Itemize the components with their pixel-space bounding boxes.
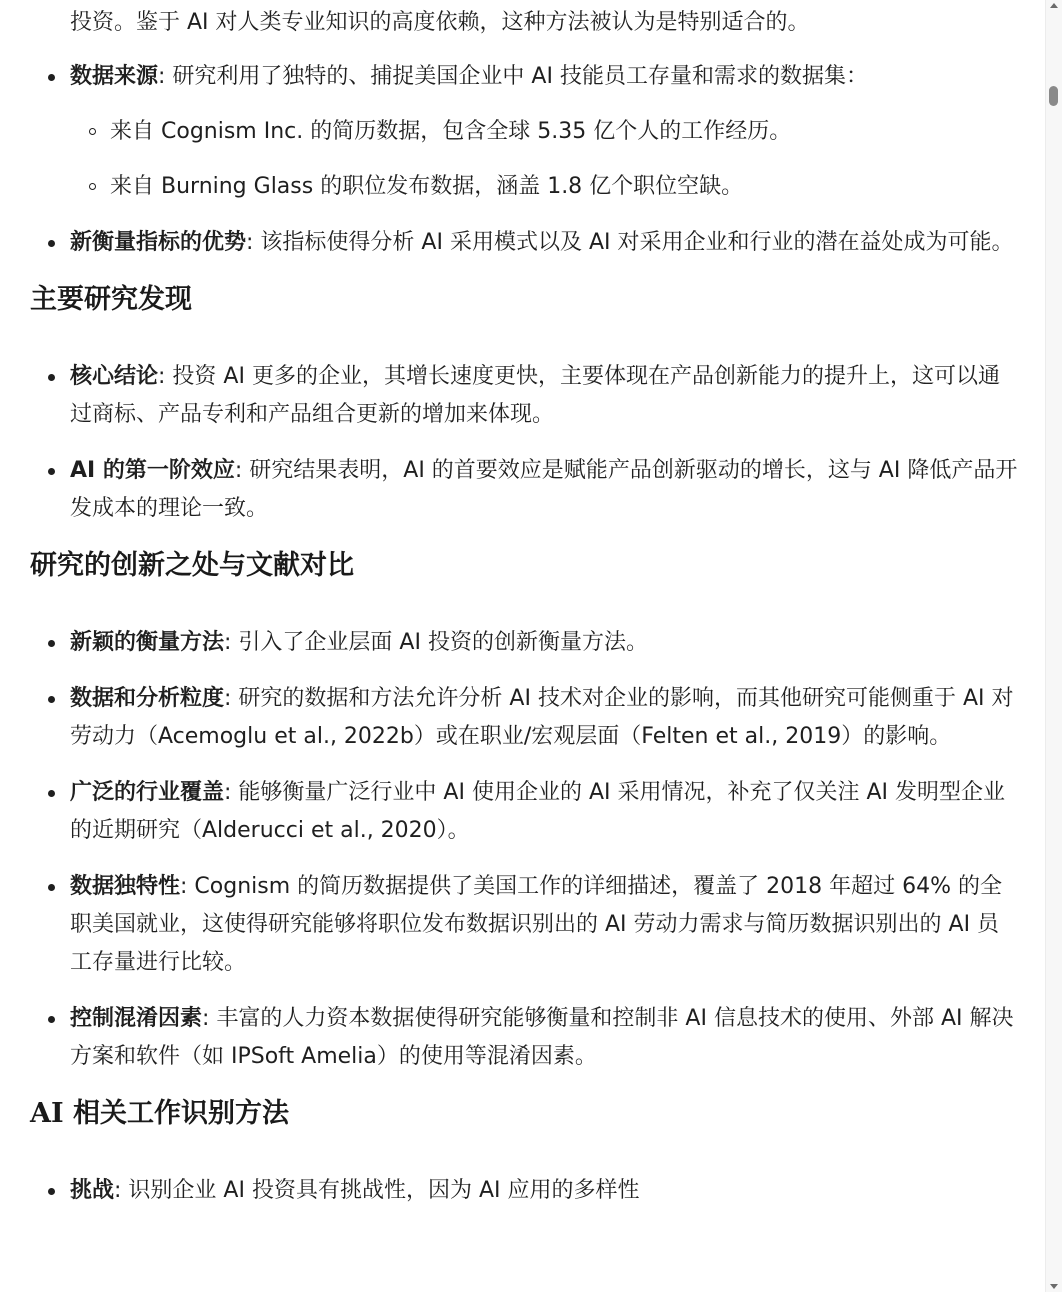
vertical-scrollbar[interactable] [1045, 0, 1062, 1292]
method-list [30, 58, 1020, 262]
list-item-granularity [70, 680, 1020, 756]
list-item-text: : 投资 AI 更多的企业，其增长速度更快，主要体现在产品创新能力的提升上，这可以通过商标、产品专利和产品组合更新的增加来体现。 [70, 364, 1000, 427]
list-item-text: : 该指标使得分析 AI 采用模式以及 AI 对采用企业和行业的潜在益处成为可能。 [246, 230, 1014, 255]
list-item-text: : 能够衡量广泛行业中 AI 使用企业的 AI 采用情况，补充了仅关注 AI 发明型企业的近期研究（Alderucci et al., 2020）。 [70, 780, 1005, 843]
list-item-term: 新颖的衡量方法 [70, 630, 225, 655]
list-item-term: 控制混淆因素 [70, 1006, 203, 1031]
list-item-text: : 识别企业 AI 投资具有挑战性，因为 AI 应用的多样性 [114, 1178, 640, 1203]
section-heading-innovation: 研究的创新之处与文献对比 [30, 550, 354, 581]
sub-item-cognism: 来自 Cognism Inc. 的简历数据，包含全球 5.35 亿个人的工作经历。 [110, 113, 1020, 151]
section-heading-findings: 主要研究发现 [30, 284, 192, 315]
list-item-text: : 丰富的人力资本数据使得研究能够衡量和控制非 AI 信息技术的使用、外部 AI 解决方案和软件（如 IPSoft Amelia）的使用等混淆因素。 [70, 1006, 1014, 1069]
list-item-data-source [70, 58, 1020, 206]
document-content [30, 4, 1020, 1228]
findings-list [30, 358, 1020, 528]
list-item-term: 数据独特性 [70, 874, 181, 899]
list-item-metric-advantage [70, 224, 1020, 262]
list-item-confounders [70, 1000, 1020, 1076]
list-item-industry-coverage [70, 774, 1020, 850]
list-item-term: 挑战 [70, 1178, 115, 1203]
list-item-first-order-effect [70, 452, 1020, 528]
list-item-text: : 研究结果表明，AI 的首要效应是赋能产品创新驱动的增长，这与 AI 降低产品开发成本的理论一致。 [70, 458, 1018, 521]
list-item-term: 数据和分析粒度 [70, 686, 225, 711]
sub-item-burning-glass: 来自 Burning Glass 的职位发布数据，涵盖 1.8 亿个职位空缺。 [110, 168, 1020, 206]
scrollbar-thumb[interactable] [1049, 86, 1058, 106]
list-item-text: : 研究的数据和方法允许分析 AI 技术对企业的影响，而其他研究可能侧重于 AI 对劳动力（Acemoglu et al., 2022b）或在职业/宏观层面（Felten et al., 2019）的影响。 [70, 686, 1014, 749]
list-item-novel-measure [70, 624, 1020, 662]
intro-paragraph-tail: 投资。鉴于 AI 对人类专业知识的高度依赖，这种方法被认为是特别适合的。 [70, 10, 810, 35]
section-heading-identification: AI 相关工作识别方法 [30, 1098, 289, 1129]
innovation-list [30, 624, 1020, 1076]
list-item-term: 新衡量指标的优势 [70, 230, 247, 255]
list-item-term: 数据来源 [70, 64, 159, 89]
list-item-term: 广泛的行业覆盖 [70, 780, 225, 805]
scroll-up-arrow-icon[interactable] [1050, 3, 1058, 8]
list-item-text: : 引入了企业层面 AI 投资的创新衡量方法。 [224, 630, 648, 655]
list-item-data-uniqueness [70, 868, 1020, 982]
data-source-sublist [70, 113, 1020, 206]
list-item-challenge [70, 1172, 1020, 1210]
list-item-term: AI 的第一阶效应 [70, 458, 235, 483]
list-item-term: 核心结论 [70, 364, 159, 389]
list-item-core-conclusion [70, 358, 1020, 434]
list-item-text: : Cognism 的简历数据提供了美国工作的详细描述，覆盖了 2018 年超过 64% 的全职美国就业，这使得研究能够将职位发布数据识别出的 AI 劳动力需求与简历数据识别出的 AI 员工存量进行比较。 [70, 874, 1003, 975]
list-item-text: : 研究利用了独特的、捕捉美国企业中 AI 技能员工存量和需求的数据集： [158, 64, 868, 89]
scroll-down-arrow-icon[interactable] [1050, 1284, 1058, 1289]
identification-list [30, 1172, 1020, 1210]
